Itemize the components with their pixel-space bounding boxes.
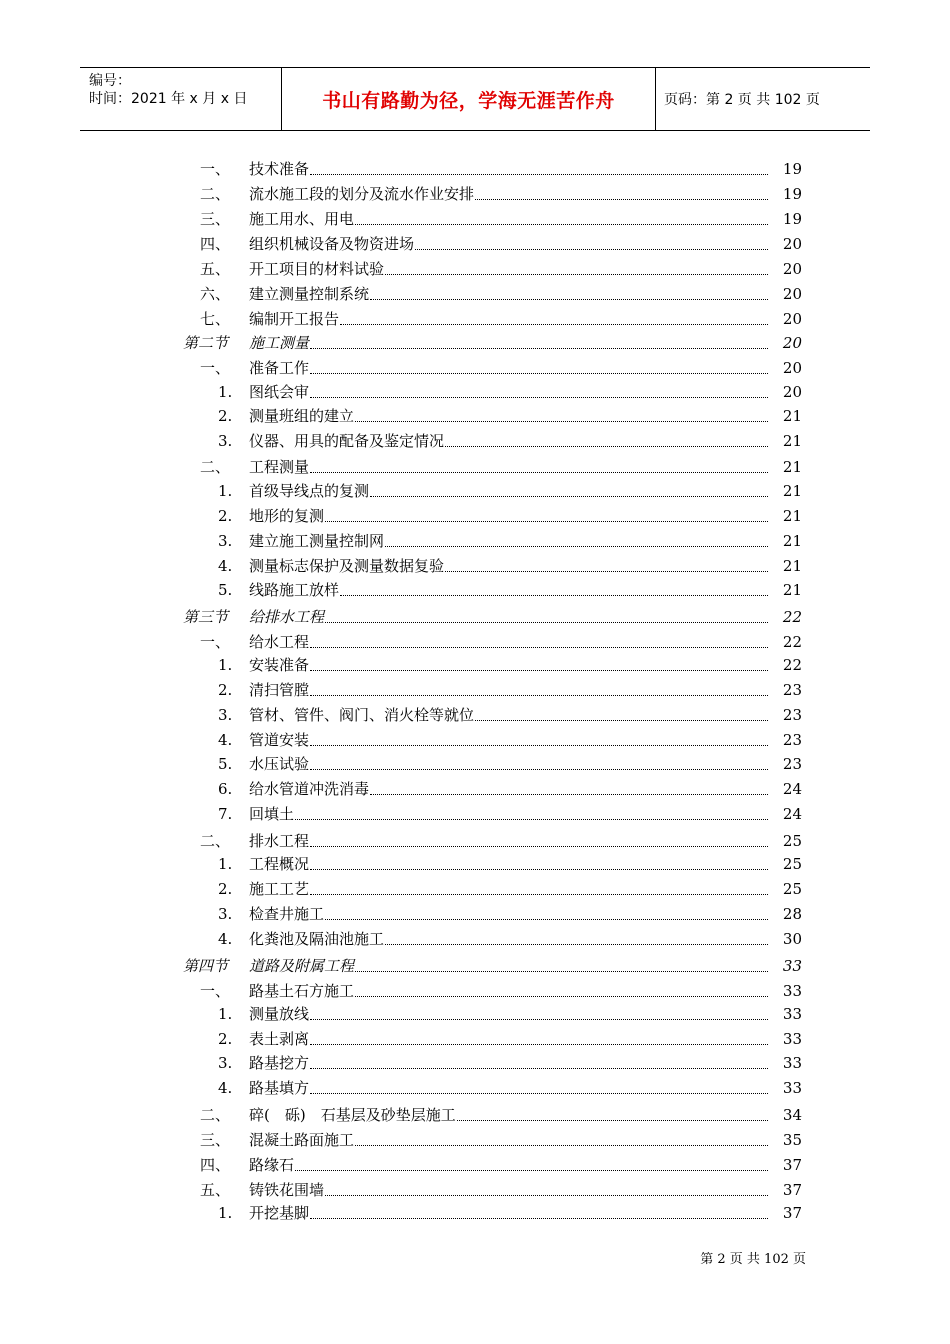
toc-entry-title: 铸铁花围墙 (249, 1181, 325, 1199)
toc-section-entry[interactable] (0, 606, 950, 628)
toc-entry[interactable] (0, 158, 950, 180)
toc-entry-number: 2. (218, 1030, 233, 1048)
toc-entry-number: 一、 (200, 160, 231, 178)
toc-entry-title: 仪器、用具的配备及鉴定情况 (249, 432, 445, 450)
toc-entry-title-wrap (249, 729, 768, 751)
toc-entry-title-wrap (249, 955, 768, 977)
toc-entry-title-wrap (249, 357, 768, 379)
toc-dot-leader (310, 647, 768, 648)
toc-dot-leader (415, 249, 768, 250)
toc-entry-page-number: 23 (782, 731, 802, 749)
toc-entry-page-number: 20 (782, 383, 802, 401)
toc-entry[interactable] (0, 928, 950, 950)
toc-entry-title: 路基填方 (249, 1079, 310, 1097)
toc-entry-page-number: 25 (782, 880, 802, 898)
toc-entry[interactable] (0, 258, 950, 280)
toc-entry-number: 1. (218, 1204, 233, 1222)
header-motto: 书山有路勤为径，学海无涯苦作舟 (322, 89, 615, 112)
toc-entry-page-number: 21 (782, 507, 802, 525)
toc-entry-title-wrap (249, 1154, 768, 1176)
toc-entry-title-wrap (249, 1129, 768, 1151)
toc-entry-number: 七、 (200, 310, 231, 328)
toc-entry-number: 5. (218, 755, 233, 773)
toc-entry-title-wrap (249, 830, 768, 852)
toc-entry-title: 建立施工测量控制网 (249, 532, 385, 550)
toc-entry-title: 地形的复测 (249, 507, 325, 525)
toc-dot-leader (445, 446, 768, 447)
toc-entry-page-number: 22 (782, 633, 802, 651)
serial-number-label: 编号： (89, 73, 131, 89)
header-motto-cell (281, 68, 656, 130)
toc-dot-leader (325, 1195, 768, 1196)
toc-dot-leader (475, 199, 768, 200)
toc-entry-page-number: 25 (782, 832, 802, 850)
toc-entry-page-number: 23 (782, 755, 802, 773)
toc-entry-page-number: 20 (782, 260, 802, 278)
toc-entry-page-number: 22 (782, 656, 802, 674)
toc-dot-leader (370, 794, 768, 795)
toc-entry-title: 建立测量控制系统 (249, 285, 370, 303)
toc-entry[interactable] (0, 1129, 950, 1151)
toc-dot-leader (355, 971, 768, 972)
toc-entry[interactable] (0, 1154, 950, 1176)
toc-entry-page-number: 23 (782, 681, 802, 699)
toc-entry-title: 排水工程 (249, 832, 310, 850)
toc-entry-title: 工程测量 (249, 458, 310, 476)
toc-entry-title: 碎( 砾) 石基层及砂垫层施工 (249, 1106, 456, 1124)
toc-entry[interactable] (0, 753, 950, 775)
toc-entry-title-wrap (249, 158, 768, 180)
toc-entry[interactable] (0, 778, 950, 800)
toc-entry-title: 测量放线 (249, 1005, 310, 1023)
toc-entry-page-number: 22 (782, 608, 802, 626)
toc-entry-title: 安装准备 (249, 656, 310, 674)
toc-entry[interactable] (0, 308, 950, 330)
toc-entry-page-number: 33 (782, 1054, 802, 1072)
toc-dot-leader (310, 472, 768, 473)
toc-entry-number: 二、 (200, 1106, 231, 1124)
toc-entry-page-number: 30 (782, 930, 802, 948)
toc-entry-title: 施工工艺 (249, 880, 310, 898)
toc-dot-leader (325, 521, 768, 522)
toc-dot-leader (310, 894, 768, 895)
toc-entry-number: 2. (218, 681, 233, 699)
toc-entry-number: 4. (218, 930, 233, 948)
toc-entry-number: 1. (218, 855, 233, 873)
toc-entry-page-number: 21 (782, 532, 802, 550)
toc-entry-number: 5. (218, 581, 233, 599)
toc-entry-title-wrap (249, 1003, 768, 1025)
toc-entry-title: 测量班组的建立 (249, 407, 355, 425)
toc-entry-title-wrap (249, 381, 768, 403)
toc-entry-number: 1. (218, 383, 233, 401)
toc-entry-number: 6. (218, 780, 233, 798)
toc-entry[interactable] (0, 853, 950, 875)
toc-entry[interactable] (0, 1104, 950, 1126)
toc-entry[interactable] (0, 505, 950, 527)
toc-entry[interactable] (0, 456, 950, 478)
toc-entry-title-wrap (249, 878, 768, 900)
toc-entry[interactable] (0, 1028, 950, 1050)
toc-dot-leader (355, 224, 768, 225)
toc-dot-leader (310, 846, 768, 847)
toc-dot-leader (340, 595, 768, 596)
toc-entry-title: 流水施工段的划分及流水作业安排 (249, 185, 475, 203)
toc-entry-title: 工程概况 (249, 855, 310, 873)
toc-section-entry[interactable] (0, 955, 950, 977)
toc-entry-page-number: 21 (782, 432, 802, 450)
toc-dot-leader (370, 299, 768, 300)
toc-entry-title-wrap (249, 555, 768, 577)
toc-dot-leader (457, 1120, 768, 1121)
toc-entry-number: 1. (218, 482, 233, 500)
toc-entry[interactable] (0, 579, 950, 601)
toc-entry-number: 2. (218, 880, 233, 898)
toc-entry-page-number: 19 (782, 185, 802, 203)
toc-dot-leader (295, 819, 768, 820)
toc-dot-leader (370, 496, 768, 497)
toc-entry-title-wrap (249, 903, 768, 925)
toc-dot-leader (385, 274, 768, 275)
toc-entry-page-number: 23 (782, 706, 802, 724)
toc-entry[interactable] (0, 679, 950, 701)
toc-entry-page-number: 21 (782, 557, 802, 575)
toc-dot-leader (310, 869, 768, 870)
toc-entry-title-wrap (249, 654, 768, 676)
header-left-cell (80, 68, 280, 130)
toc-entry[interactable] (0, 1202, 950, 1224)
toc-dot-leader (385, 546, 768, 547)
toc-entry-page-number: 19 (782, 210, 802, 228)
toc-entry-page-number: 21 (782, 482, 802, 500)
toc-dot-leader (340, 324, 768, 325)
toc-entry-title-wrap (249, 928, 768, 950)
toc-entry[interactable] (0, 233, 950, 255)
toc-entry[interactable] (0, 381, 950, 403)
toc-entry-title-wrap (249, 753, 768, 775)
toc-entry-number: 7. (218, 805, 233, 823)
toc-dot-leader (325, 919, 768, 920)
toc-entry-title-wrap (249, 1179, 768, 1201)
toc-entry-title: 水压试验 (249, 755, 310, 773)
toc-entry-title-wrap (249, 1028, 768, 1050)
toc-entry-number: 3. (218, 532, 233, 550)
toc-dot-leader (310, 670, 768, 671)
toc-entry-page-number: 21 (782, 407, 802, 425)
toc-entry-page-number: 33 (782, 1030, 802, 1048)
toc-dot-leader (310, 373, 768, 374)
toc-entry-number: 3. (218, 905, 233, 923)
toc-entry-title: 路基挖方 (249, 1054, 310, 1072)
toc-entry-title: 图纸会审 (249, 383, 310, 401)
toc-dot-leader (310, 1068, 768, 1069)
toc-entry[interactable] (0, 183, 950, 205)
toc-entry-title-wrap (249, 530, 768, 552)
toc-entry-page-number: 25 (782, 855, 802, 873)
toc-entry-title: 准备工作 (249, 359, 310, 377)
toc-entry-number: 二、 (200, 832, 231, 850)
toc-entry-title: 表土剥离 (249, 1030, 310, 1048)
toc-entry-page-number: 20 (782, 235, 802, 253)
toc-entry-page-number: 24 (782, 780, 802, 798)
toc-entry-title-wrap (249, 183, 768, 205)
toc-entry-page-number: 35 (782, 1131, 802, 1149)
toc-entry[interactable] (0, 729, 950, 751)
toc-entry-page-number: 33 (782, 957, 802, 975)
toc-entry-number: 一、 (200, 633, 231, 651)
toc-entry-number: 三、 (200, 210, 231, 228)
toc-entry[interactable] (0, 283, 950, 305)
toc-entry-page-number: 21 (782, 581, 802, 599)
toc-entry-number: 三、 (200, 1131, 231, 1149)
toc-dot-leader (445, 571, 768, 572)
toc-entry-title-wrap (249, 505, 768, 527)
toc-entry[interactable] (0, 803, 950, 825)
toc-entry-title: 线路施工放样 (249, 581, 340, 599)
toc-entry-title-wrap (249, 1104, 768, 1126)
toc-entry[interactable] (0, 830, 950, 852)
toc-dot-leader (385, 944, 768, 945)
toc-entry-title: 开挖基脚 (249, 1204, 310, 1222)
toc-dot-leader (355, 996, 768, 997)
toc-entry-title: 道路及附属工程 (249, 957, 355, 975)
toc-entry-title: 管道安装 (249, 731, 310, 749)
toc-entry-number: 第二节 (183, 334, 229, 352)
toc-entry-title: 化粪池及隔油池施工 (249, 930, 385, 948)
toc-entry[interactable] (0, 1003, 950, 1025)
toc-entry-page-number: 20 (782, 334, 802, 352)
toc-entry-page-number: 34 (782, 1106, 802, 1124)
toc-entry-number: 第三节 (183, 608, 229, 626)
toc-dot-leader (310, 745, 768, 746)
toc-entry-number: 六、 (200, 285, 231, 303)
toc-entry-page-number: 33 (782, 1079, 802, 1097)
toc-entry-page-number: 20 (782, 310, 802, 328)
date-label: 时间：2021 年 x 月 x 日 (89, 91, 248, 107)
toc-entry[interactable] (0, 430, 950, 452)
toc-entry[interactable] (0, 208, 950, 230)
toc-entry-page-number: 37 (782, 1181, 802, 1199)
toc-entry[interactable] (0, 878, 950, 900)
toc-entry-number: 二、 (200, 185, 231, 203)
toc-entry-title-wrap (249, 233, 768, 255)
toc-entry-number: 3. (218, 1054, 233, 1072)
toc-entry-number: 4. (218, 731, 233, 749)
toc-entry-title: 给排水工程 (249, 608, 325, 626)
toc-entry[interactable] (0, 530, 950, 552)
toc-dot-leader (310, 1218, 768, 1219)
toc-entry-title-wrap (249, 258, 768, 280)
toc-entry-number: 二、 (200, 458, 231, 476)
toc-entry-title: 管材、管件、阀门、消火栓等就位 (249, 706, 475, 724)
toc-entry-number: 五、 (200, 1181, 231, 1199)
toc-entry[interactable] (0, 1179, 950, 1201)
toc-entry[interactable] (0, 405, 950, 427)
toc-dot-leader (355, 1145, 768, 1146)
toc-entry-number: 3. (218, 706, 233, 724)
toc-dot-leader (310, 1019, 768, 1020)
toc-dot-leader (310, 695, 768, 696)
toc-entry[interactable] (0, 704, 950, 726)
toc-entry-number: 一、 (200, 359, 231, 377)
toc-entry-number: 四、 (200, 1156, 231, 1174)
toc-entry-title-wrap (249, 1052, 768, 1074)
toc-entry-page-number: 37 (782, 1204, 802, 1222)
toc-entry-title-wrap (249, 332, 768, 354)
toc-entry-number: 3. (218, 432, 233, 450)
header-page-cell (655, 68, 870, 130)
toc-dot-leader (355, 421, 768, 422)
toc-entry-number: 4. (218, 1079, 233, 1097)
toc-entry-page-number: 28 (782, 905, 802, 923)
toc-entry[interactable] (0, 1052, 950, 1074)
toc-entry[interactable] (0, 980, 950, 1002)
toc-entry-title: 组织机械设备及物资进场 (249, 235, 415, 253)
toc-entry-number: 第四节 (183, 957, 229, 975)
toc-entry-title-wrap (249, 579, 768, 601)
page-footer: 第 2 页 共 102 页 (700, 1252, 806, 1267)
toc-entry-title-wrap (249, 480, 768, 502)
toc-entry[interactable] (0, 480, 950, 502)
toc-entry-title: 给水工程 (249, 633, 310, 651)
toc-entry-title: 混凝土路面施工 (249, 1131, 355, 1149)
toc-entry-page-number: 21 (782, 458, 802, 476)
toc-entry-title-wrap (249, 405, 768, 427)
toc-entry-title-wrap (249, 283, 768, 305)
toc-entry-number: 1. (218, 1005, 233, 1023)
toc-dot-leader (310, 174, 768, 175)
toc-entry[interactable] (0, 1077, 950, 1099)
toc-entry-number: 一、 (200, 982, 231, 1000)
toc-entry-title: 回填土 (249, 805, 295, 823)
toc-entry-title-wrap (249, 208, 768, 230)
toc-entry-number: 五、 (200, 260, 231, 278)
toc-entry-number: 2. (218, 507, 233, 525)
toc-entry-title-wrap (249, 308, 768, 330)
toc-entry-number: 四、 (200, 235, 231, 253)
toc-entry[interactable] (0, 654, 950, 676)
toc-entry-title: 施工测量 (249, 334, 310, 352)
toc-dot-leader (310, 1093, 768, 1094)
toc-entry-page-number: 37 (782, 1156, 802, 1174)
toc-entry-title: 清扫管膛 (249, 681, 310, 699)
toc-entry-number: 4. (218, 557, 233, 575)
toc-entry-page-number: 20 (782, 285, 802, 303)
toc-section-entry[interactable] (0, 332, 950, 354)
toc-entry-title-wrap (249, 853, 768, 875)
toc-dot-leader (310, 1044, 768, 1045)
toc-entry-title-wrap (249, 1077, 768, 1099)
toc-dot-leader (310, 348, 768, 349)
toc-dot-leader (310, 769, 768, 770)
toc-entry-number: 1. (218, 656, 233, 674)
toc-entry-title: 编制开工报告 (249, 310, 340, 328)
toc-entry-page-number: 33 (782, 982, 802, 1000)
toc-entry-page-number: 19 (782, 160, 802, 178)
toc-entry-title: 给水管道冲洗消毒 (249, 780, 370, 798)
toc-entry-page-number: 24 (782, 805, 802, 823)
toc-entry-title-wrap (249, 679, 768, 701)
toc-dot-leader (310, 397, 768, 398)
toc-dot-leader (475, 720, 768, 721)
toc-entry-title-wrap (249, 456, 768, 478)
toc-entry-title: 技术准备 (249, 160, 310, 178)
toc-entry-title-wrap (249, 980, 768, 1002)
page-header (80, 67, 870, 131)
toc-entry-title-wrap (249, 704, 768, 726)
toc-entry-title-wrap (249, 778, 768, 800)
toc-entry-title: 测量标志保护及测量数据复验 (249, 557, 445, 575)
toc-entry-page-number: 33 (782, 1005, 802, 1023)
toc-entry[interactable] (0, 357, 950, 379)
toc-entry-title-wrap (249, 430, 768, 452)
toc-entry-title-wrap (249, 1202, 768, 1224)
toc-entry-title-wrap (249, 631, 768, 653)
toc-dot-leader (325, 622, 768, 623)
toc-entry-title: 开工项目的材料试验 (249, 260, 385, 278)
toc-dot-leader (295, 1170, 768, 1171)
header-page-info: 页码：第 2 页 共 102 页 (664, 92, 820, 108)
toc-entry-number: 2. (218, 407, 233, 425)
toc-entry-title-wrap (249, 803, 768, 825)
toc-entry[interactable] (0, 631, 950, 653)
toc-entry-title-wrap (249, 606, 768, 628)
toc-entry-page-number: 20 (782, 359, 802, 377)
toc-entry[interactable] (0, 555, 950, 577)
toc-entry[interactable] (0, 903, 950, 925)
toc-entry-title: 检查井施工 (249, 905, 325, 923)
toc-entry-title: 施工用水、用电 (249, 210, 355, 228)
toc-entry-title: 首级导线点的复测 (249, 482, 370, 500)
toc-entry-title: 路缘石 (249, 1156, 295, 1174)
toc-entry-title: 路基土石方施工 (249, 982, 355, 1000)
